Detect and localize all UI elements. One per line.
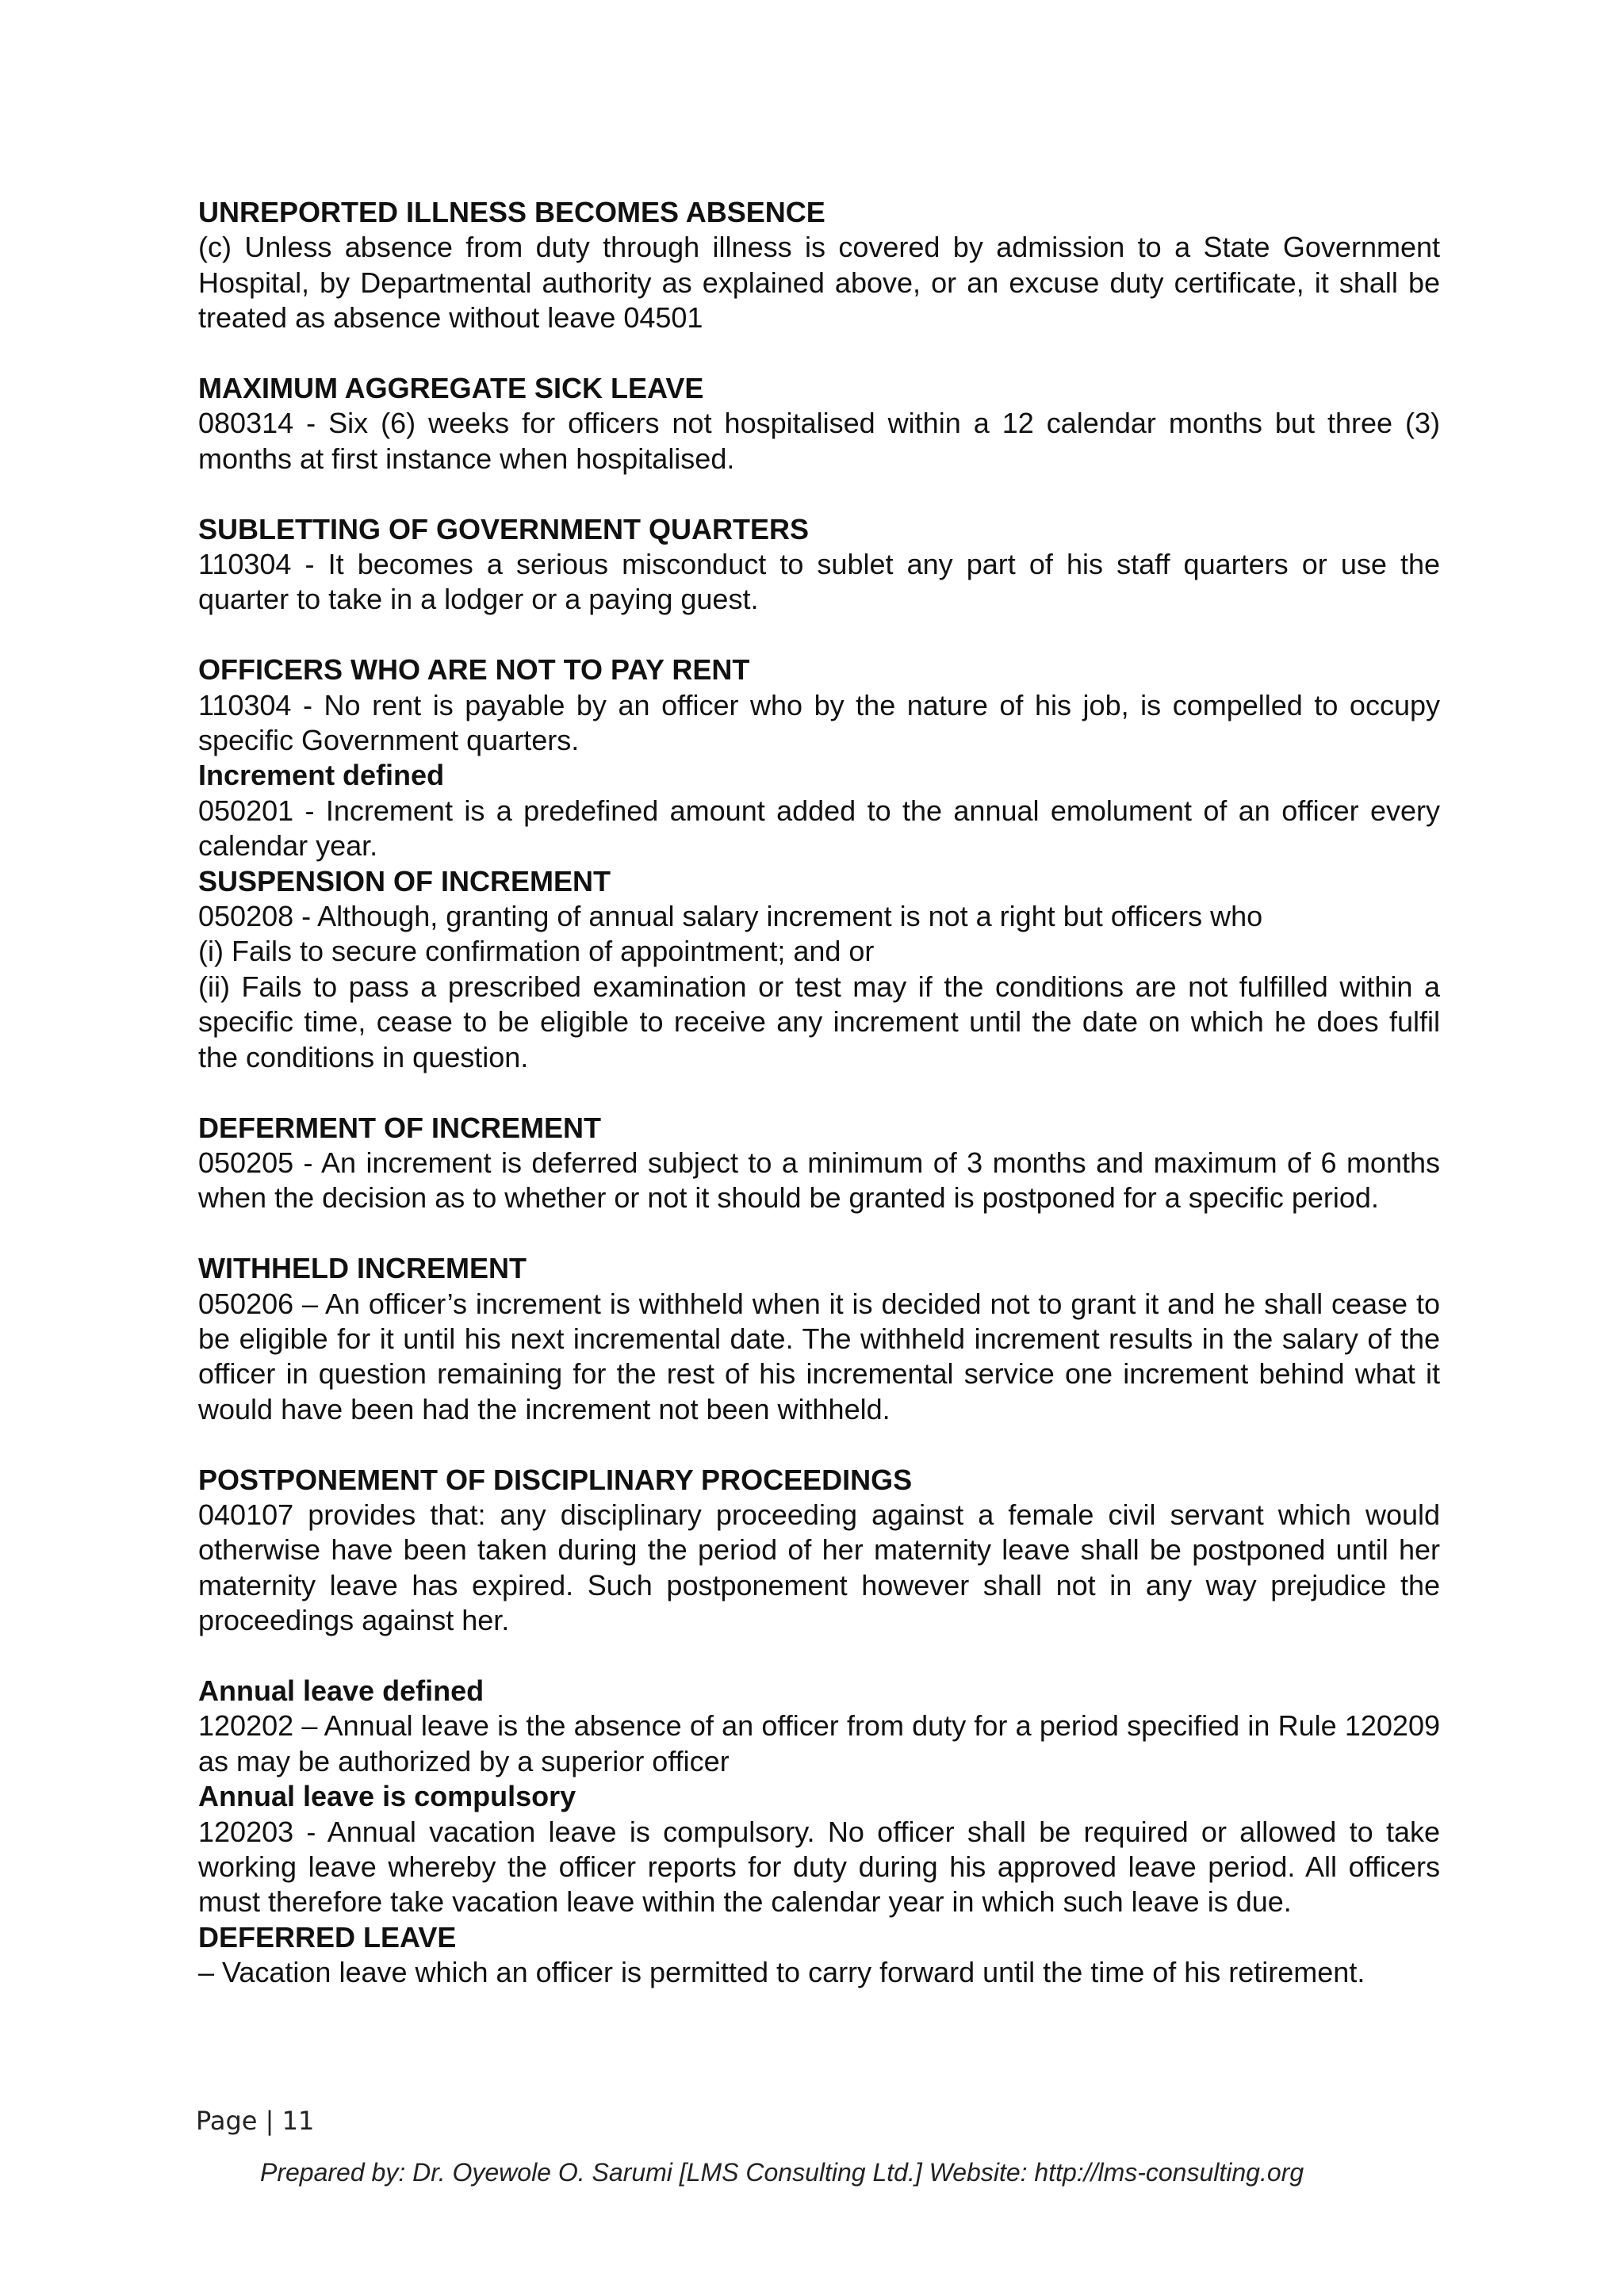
section-heading: Increment defined xyxy=(198,759,445,792)
section-heading: MAXIMUM AGGREGATE SICK LEAVE xyxy=(198,372,704,405)
section-paragraph: (ii) Fails to pass a prescribed examination or test may if the conditions are not fulfilled within a specific time, cease to be eligible to receive any increment until the date on which he does fulfil the conditions in question. xyxy=(198,970,1440,1073)
section-paragraph: – Vacation leave which an officer is permitted to carry forward until the time of his retirement. xyxy=(198,1956,1365,1989)
section-paragraph: (i) Fails to secure confirmation of appointment; and or xyxy=(198,935,875,968)
section-annual-leave-compulsory xyxy=(198,1779,1440,1920)
section-suspension-of-increment xyxy=(198,864,1440,1075)
section-annual-leave-defined xyxy=(198,1674,1440,1779)
section-paragraph: 110304 - No rent is payable by an officer who by the nature of his job, is compelled to occupy specific Government quarters. xyxy=(198,688,1440,757)
section-heading: POSTPONEMENT OF DISCIPLINARY PROCEEDINGS xyxy=(198,1463,913,1496)
section-paragraph: 050206 – An officer’s increment is withheld when it is decided not to grant it and he shall cease to be eligible for it until his next incremental date. The withheld increment results in the salary of the officer in question remaining for the rest of his incremental service one increment behind what it would have been had the increment not been withheld. xyxy=(198,1287,1440,1425)
section-officers-no-rent xyxy=(198,652,1440,758)
section-paragraph: 120202 – Annual leave is the absence of an officer from duty for a period specified in Rule 120209 as may be authorized by a superior officer xyxy=(198,1709,1440,1777)
section-paragraph: 110304 - It becomes a serious misconduct to sublet any part of his staff quarters or use the quarter to take in a lodger or a paying guest. xyxy=(198,548,1440,616)
section-heading: OFFICERS WHO ARE NOT TO PAY RENT xyxy=(198,653,750,687)
section-paragraph: 050208 - Although, granting of annual salary increment is not a right but officers who xyxy=(198,900,1263,933)
section-paragraph: 040107 provides that: any disciplinary proceeding against a female civil servant which would otherwise have been taken during the period of her maternity leave shall be postponed until her maternity leave has expired. Such postponement however shall not in any way prejudice the proceedings against her. xyxy=(198,1498,1440,1637)
section-paragraph: 050205 - An increment is deferred subject to a minimum of 3 months and maximum of 6 months when the decision as to whether or not it should be granted is postponed for a specific period. xyxy=(198,1146,1440,1215)
section-increment-defined xyxy=(198,758,1440,863)
section-maximum-sick-leave xyxy=(198,371,1440,476)
document-body xyxy=(198,195,1440,1991)
section-heading: SUBLETTING OF GOVERNMENT QUARTERS xyxy=(198,512,810,545)
section-deferred-leave xyxy=(198,1920,1440,1991)
section-heading: DEFERMENT OF INCREMENT xyxy=(198,1111,601,1144)
section-paragraph: 120203 - Annual vacation leave is compulsory. No officer shall be required or allowed to take working leave whereby the officer reports for duty during his approved leave period. All officers must therefore take vacation leave within the calendar year in which such leave is due. xyxy=(198,1815,1440,1919)
page-number: Page | 11 xyxy=(196,2106,315,2136)
section-paragraph: 080314 - Six (6) weeks for officers not hospitalised within a 12 calendar months but three (3) months at first instance when hospitalised. xyxy=(198,407,1440,475)
section-subletting-quarters xyxy=(198,512,1440,618)
section-withheld-increment xyxy=(198,1251,1440,1427)
section-heading: Annual leave defined xyxy=(198,1674,485,1707)
section-heading: UNREPORTED ILLNESS BECOMES ABSENCE xyxy=(198,196,825,228)
section-postponement-disciplinary xyxy=(198,1463,1440,1639)
footer-prepared-by: Prepared by: Dr. Oyewole O. Sarumi [LMS Consulting Ltd.] Website: http://lms-consulting.org xyxy=(260,2158,1304,2187)
section-heading: DEFERRED LEAVE xyxy=(198,1920,457,1954)
section-heading: Annual leave is compulsory xyxy=(198,1780,576,1813)
section-paragraph: 050201 - Increment is a predefined amount added to the annual emolument of an officer every calendar year. xyxy=(198,794,1440,863)
section-paragraph: (c) Unless absence from duty through illness is covered by admission to a State Government Hospital, by Departmental authority as explained above, or an excuse duty certificate, it shall be treated as absence without leave 04501 xyxy=(198,231,1440,335)
section-heading: WITHHELD INCREMENT xyxy=(198,1252,527,1285)
section-unreported-illness xyxy=(198,195,1440,336)
section-heading: SUSPENSION OF INCREMENT xyxy=(198,864,611,897)
section-deferment-of-increment xyxy=(198,1111,1440,1216)
